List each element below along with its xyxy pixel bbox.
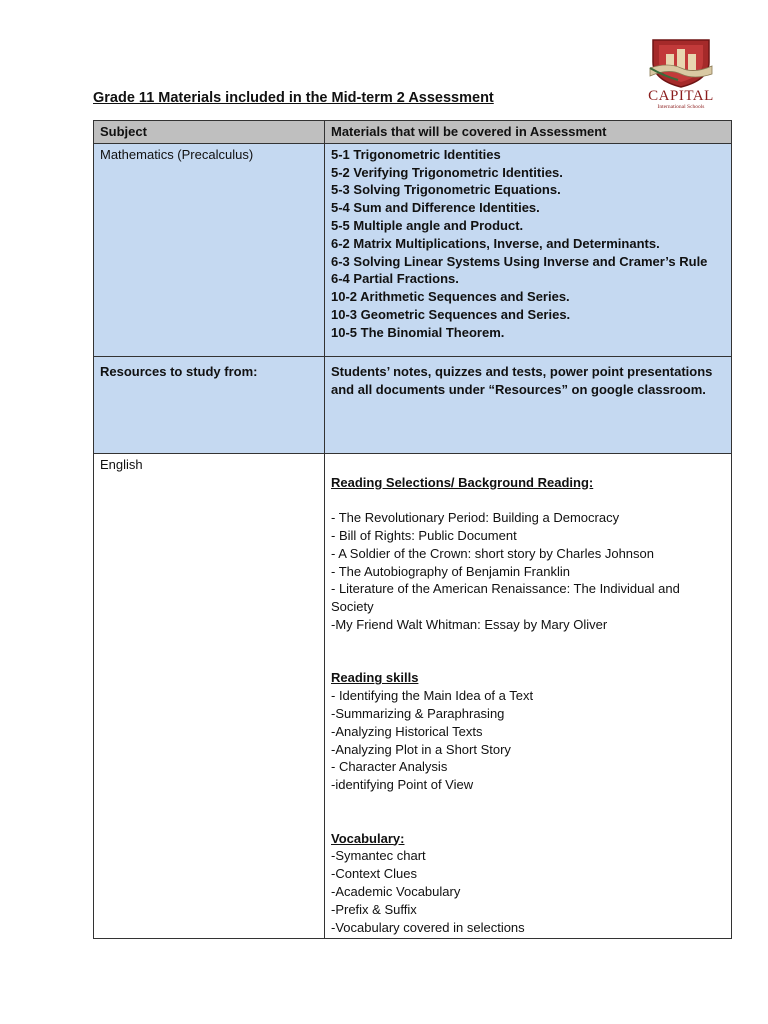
list-item: 5-4 Sum and Difference Identities. (331, 200, 540, 216)
skills-heading: Reading skills (331, 670, 419, 686)
table-header-row (94, 121, 732, 144)
list-item: - The Revolutionary Period: Building a Democracy (331, 510, 620, 526)
english-subject-cell (94, 453, 325, 939)
resources-text: Students’ notes, quizzes and tests, power point presentations and all documents under “Resources” on google classroom. (331, 363, 713, 397)
list-item: -Academic Vocabulary (331, 883, 461, 899)
list-item: - Bill of Rights: Public Document (331, 527, 517, 543)
english-materials-cell (325, 453, 732, 939)
list-item: -identifying Point of View (331, 777, 474, 793)
math-row (94, 143, 732, 356)
resources-row (94, 356, 732, 453)
list-item: 10-3 Geometric Sequences and Series. (331, 306, 571, 322)
logo-brand: CAPITAL (648, 88, 714, 104)
list-item: 5-5 Multiple angle and Product. (331, 217, 524, 233)
list-item: -Summarizing & Paraphrasing (331, 705, 505, 721)
page-title: Grade 11 Materials included in the Mid-term 2 Assessment (93, 90, 494, 106)
list-item: 5-1 Trigonometric Identities (331, 146, 501, 162)
school-logo (640, 36, 722, 116)
resources-label-cell (94, 356, 325, 453)
header-materials: Materials that will be covered in Assessment (325, 121, 732, 144)
math-topics-cell (325, 143, 732, 356)
list-item: 6-3 Solving Linear Systems Using Inverse and Cramer’s Rule (331, 253, 708, 269)
logo-subtitle: International Schools (657, 104, 705, 110)
list-item: - Character Analysis (331, 759, 448, 775)
list-item: -Analyzing Plot in a Short Story (331, 741, 511, 757)
english-row (94, 453, 732, 939)
list-item: -Symantec chart (331, 848, 426, 864)
list-item: -Analyzing Historical Texts (331, 723, 483, 739)
header-subject: Subject (94, 121, 325, 144)
math-subject-cell (94, 143, 325, 356)
math-subject: Mathematics (Precalculus) (100, 146, 254, 162)
materials-table (93, 120, 732, 939)
list-item: 6-4 Partial Fractions. (331, 271, 459, 287)
list-item: -Vocabulary covered in selections (331, 919, 525, 935)
resources-text-cell (325, 356, 732, 453)
reading-heading: Reading Selections/ Background Reading: (331, 474, 594, 490)
list-item: - A Soldier of the Crown: short story by Charles Johnson (331, 545, 654, 561)
crest-icon (648, 36, 714, 88)
list-item: 10-5 The Binomial Theorem. (331, 324, 505, 340)
list-item: -My Friend Walt Whitman: Essay by Mary Oliver (331, 616, 608, 632)
resources-label: Resources to study from: (100, 363, 258, 379)
list-item: 5-3 Solving Trigonometric Equations. (331, 182, 561, 198)
list-item: 6-2 Matrix Multiplications, Inverse, and Determinants. (331, 235, 660, 251)
list-item: 5-2 Verifying Trigonometric Identities. (331, 164, 563, 180)
vocab-heading: Vocabulary: (331, 830, 405, 846)
list-item: -Context Clues (331, 866, 417, 882)
list-item: - The Autobiography of Benjamin Franklin (331, 563, 570, 579)
list-item: - Identifying the Main Idea of a Text (331, 688, 534, 704)
list-item: -Prefix & Suffix (331, 901, 417, 917)
list-item: 10-2 Arithmetic Sequences and Series. (331, 289, 570, 305)
list-item: - Literature of the American Renaissance: The Individual and Society (331, 581, 680, 615)
english-subject: English (100, 456, 143, 472)
